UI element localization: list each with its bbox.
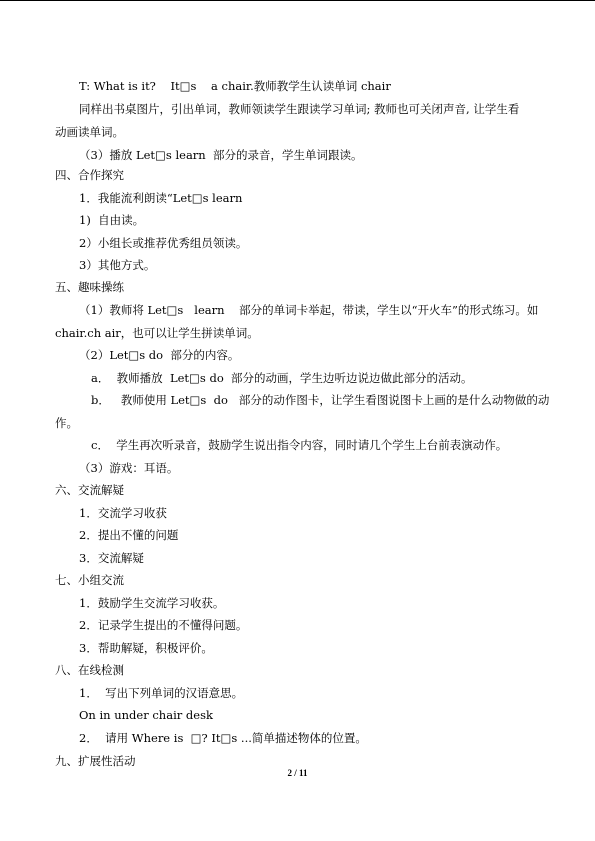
text-line: 1．鼓励学生交流学习收获。	[79, 596, 225, 610]
text-line: （2）Let□s do 部分的内容。	[79, 348, 240, 362]
text-line: 1．交流学习收获	[79, 506, 167, 520]
text-line: 2． 请用 Where is □? It□s ...简单描述物体的位置。	[79, 731, 367, 745]
text-line: 1．我能流利朗读“Let□s learn	[79, 191, 243, 205]
section-heading: 五、趣味操练	[55, 280, 124, 294]
section-heading: 六、交流解疑	[55, 483, 124, 497]
text-line: 2．提出不懂的问题	[79, 528, 179, 542]
header-rule	[0, 0, 595, 1]
section-heading: 八、在线检测	[55, 663, 124, 677]
text-line: 2）小组长或推荐优秀组员领读。	[79, 236, 248, 250]
text-line: 3）其他方式。	[79, 258, 156, 272]
text-line: （1）教师将 Let□s learn 部分的单词卡举起，带读，学生以“开火车”的形式练习。如	[79, 303, 539, 317]
text-line: chair.ch air，也可以让学生拼读单词。	[55, 326, 259, 340]
text-line: 2．记录学生提出的不懂得问题。	[79, 618, 248, 632]
text-line: b． 教师使用 Let□s do 部分的动作图卡，让学生看图说图卡上画的是什么动物做的动	[91, 393, 550, 407]
text-line: 3．帮助解疑，积极评价。	[79, 641, 213, 655]
text-line: On in under chair desk	[79, 708, 213, 722]
text-line: （3）播放 Let□s learn 部分的录音，学生单词跟读。	[79, 148, 363, 162]
text-line: T: What is it? It□s a chair.教师教学生认读单词 chair	[79, 79, 391, 93]
text-line: 1) 自由读。	[79, 213, 145, 227]
text-line: c． 学生再次听录音，鼓励学生说出指令内容，同时请几个学生上台前表演动作。	[91, 438, 508, 452]
text-line: a． 教师播放 Let□s do 部分的动画，学生边听边说边做此部分的活动。	[91, 371, 473, 385]
text-line: 动画读单词。	[55, 125, 124, 139]
section-heading: 九、扩展性活动	[55, 754, 136, 768]
page-number: 2 / 11	[287, 768, 308, 778]
text-line: （3）游戏：耳语。	[79, 461, 179, 475]
section-heading: 七、小组交流	[55, 573, 124, 587]
text-line: 1． 写出下列单词的汉语意思。	[79, 686, 244, 700]
section-heading: 四、合作探究	[55, 168, 124, 182]
text-line: 同样出书桌图片，引出单词，教师领读学生跟读学习单词; 教师也可关闭声音, 让学生看	[79, 102, 520, 116]
text-line: 作。	[55, 416, 78, 430]
text-line: 3．交流解疑	[79, 551, 144, 565]
